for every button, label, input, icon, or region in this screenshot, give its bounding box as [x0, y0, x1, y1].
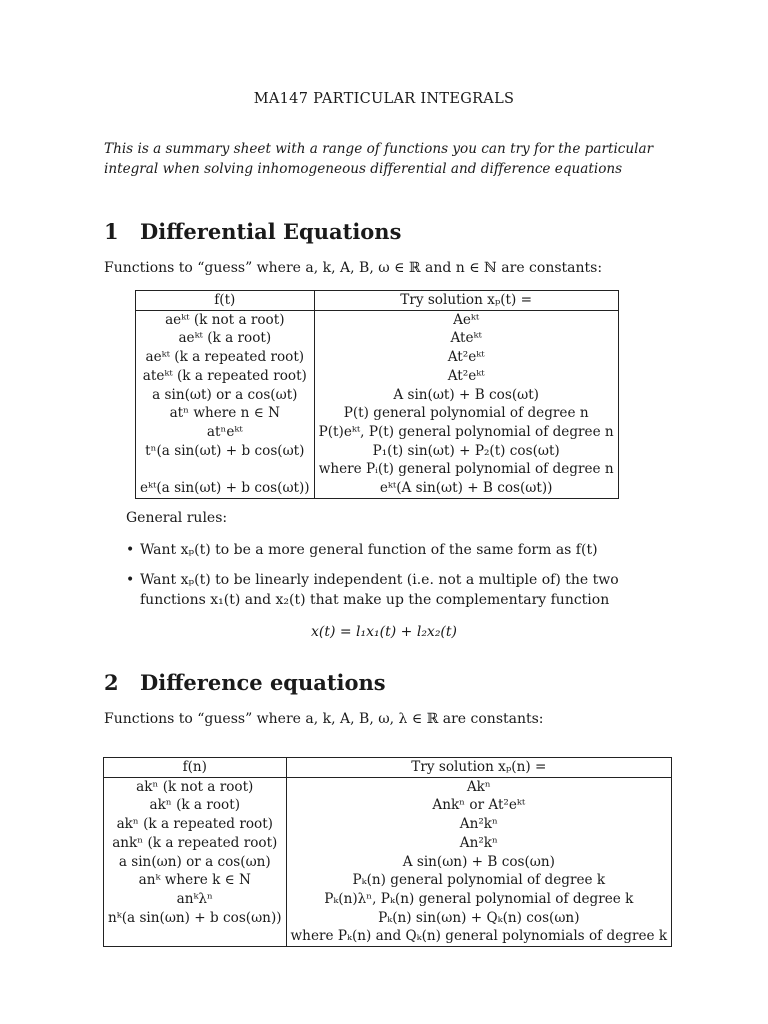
table-cell: A sin(ωn) + B cos(ωn) [286, 853, 672, 872]
table-cell: Ankⁿ or At²eᵏᵗ [286, 796, 672, 815]
table-cell: Pₖ(n)λⁿ, Pₖ(n) general polynomial of degree k [286, 890, 672, 909]
section-1-number: 1 [104, 219, 119, 244]
section-2-number: 2 [104, 670, 119, 695]
table-cell: An²kⁿ [286, 834, 672, 853]
document-title: MA147 PARTICULAR INTEGRALS [253, 91, 515, 107]
bullet-icon: • [126, 542, 135, 558]
table-cell: where Pₖ(n) and Qₖ(n) general polynomials of degree k [286, 927, 672, 946]
list-item [104, 570, 664, 610]
table-cell: At²eᵏᵗ [314, 348, 618, 367]
table-cell: akⁿ (k not a root) [104, 777, 287, 796]
table-cell: P(t)eᵏᵗ, P(t) general polynomial of degree n [314, 423, 618, 442]
table-cell: Aeᵏᵗ [314, 310, 618, 329]
table-cell: eᵏᵗ(a sin(ωt) + b cos(ωt)) [136, 479, 315, 498]
difference-equations-table [103, 757, 672, 947]
table-cell: Pₖ(n) general polynomial of degree k [286, 871, 672, 890]
column-header-f-t: f(t) [136, 291, 315, 311]
table-cell: atⁿ where n ∈ N [136, 404, 315, 423]
section-1-title: Differential Equations [140, 219, 402, 244]
table-row [104, 815, 672, 834]
table-row [104, 796, 672, 815]
table-cell: aeᵏᵗ (k a root) [136, 329, 315, 348]
table-row [136, 479, 619, 498]
table-row [136, 310, 619, 329]
table-row [104, 834, 672, 853]
section-2-lead: Functions to “guess” where a, k, A, B, ω, λ ∈ ℝ are constants: [104, 711, 544, 727]
table-row [136, 329, 619, 348]
table-cell: akⁿ (k a repeated root) [104, 815, 287, 834]
complementary-function-equation: x(t) = l₁x₁(t) + l₂x₂(t) [310, 624, 457, 640]
table-row [136, 367, 619, 386]
table-row [136, 386, 619, 405]
table-cell: An²kⁿ [286, 815, 672, 834]
table-row [136, 442, 619, 461]
table-cell: where Pᵢ(t) general polynomial of degree n [314, 460, 618, 479]
table-cell: A sin(ωt) + B cos(ωt) [314, 386, 618, 405]
section-1-lead: Functions to “guess” where a, k, A, B, ω ∈ ℝ and n ∈ ℕ are constants: [104, 260, 603, 276]
column-header-f-n: f(n) [104, 758, 287, 778]
table-row [136, 423, 619, 442]
table-cell [136, 460, 315, 479]
table-header-row [104, 758, 672, 778]
table-row [104, 871, 672, 890]
table-cell: Akⁿ [286, 777, 672, 796]
table-cell [104, 927, 287, 946]
table-cell: a sin(ωt) or a cos(ωt) [136, 386, 315, 405]
table-cell: nᵏ(a sin(ωn) + b cos(ωn)) [104, 909, 287, 928]
differential-equations-table [135, 290, 619, 499]
column-header-try-solution: Try solution xₚ(t) = [314, 291, 618, 311]
rule-text: Want xₚ(t) to be a more general function of the same form as f(t) [140, 542, 598, 558]
table-cell: P(t) general polynomial of degree n [314, 404, 618, 423]
table-row [136, 404, 619, 423]
table-row [104, 927, 672, 946]
general-rules-label: General rules: [126, 510, 228, 526]
intro-paragraph: This is a summary sheet with a range of functions you can try for the particular integral when solving inhomogeneous differential and difference equations [104, 141, 654, 177]
table-row [136, 348, 619, 367]
rule-text: Want xₚ(t) to be linearly independent (i.e. not a multiple of) the two functions x₁(t) and x₂(t) that make up the complementary function [140, 572, 619, 608]
table-cell: P₁(t) sin(ωt) + P₂(t) cos(ωt) [314, 442, 618, 461]
table-cell: tⁿ(a sin(ωt) + b cos(ωt) [136, 442, 315, 461]
table-cell: Ateᵏᵗ [314, 329, 618, 348]
table-row [136, 460, 619, 479]
table-cell: aeᵏᵗ (k a repeated root) [136, 348, 315, 367]
table-cell: At²eᵏᵗ [314, 367, 618, 386]
section-2-title: Difference equations [140, 670, 386, 695]
table-row [104, 777, 672, 796]
table-cell: anᵏ where k ∈ N [104, 871, 287, 890]
table-cell: ankⁿ (k a repeated root) [104, 834, 287, 853]
table-row [104, 909, 672, 928]
list-item [104, 540, 664, 560]
general-rules-list [104, 540, 664, 610]
table-cell: atⁿeᵏᵗ [136, 423, 315, 442]
section-1-heading [104, 219, 401, 244]
table-cell: eᵏᵗ(A sin(ωt) + B cos(ωt)) [314, 479, 618, 498]
table-cell: anᵏλⁿ [104, 890, 287, 909]
section-2-heading [104, 670, 386, 695]
table-header-row [136, 291, 619, 311]
table-cell: a sin(ωn) or a cos(ωn) [104, 853, 287, 872]
table-row [104, 890, 672, 909]
column-header-try-solution: Try solution xₚ(n) = [286, 758, 672, 778]
bullet-icon: • [126, 572, 135, 588]
table-cell: akⁿ (k a root) [104, 796, 287, 815]
table-row [104, 853, 672, 872]
table-cell: Pₖ(n) sin(ωn) + Qₖ(n) cos(ωn) [286, 909, 672, 928]
table-cell: ateᵏᵗ (k a repeated root) [136, 367, 315, 386]
table-cell: aeᵏᵗ (k not a root) [136, 310, 315, 329]
